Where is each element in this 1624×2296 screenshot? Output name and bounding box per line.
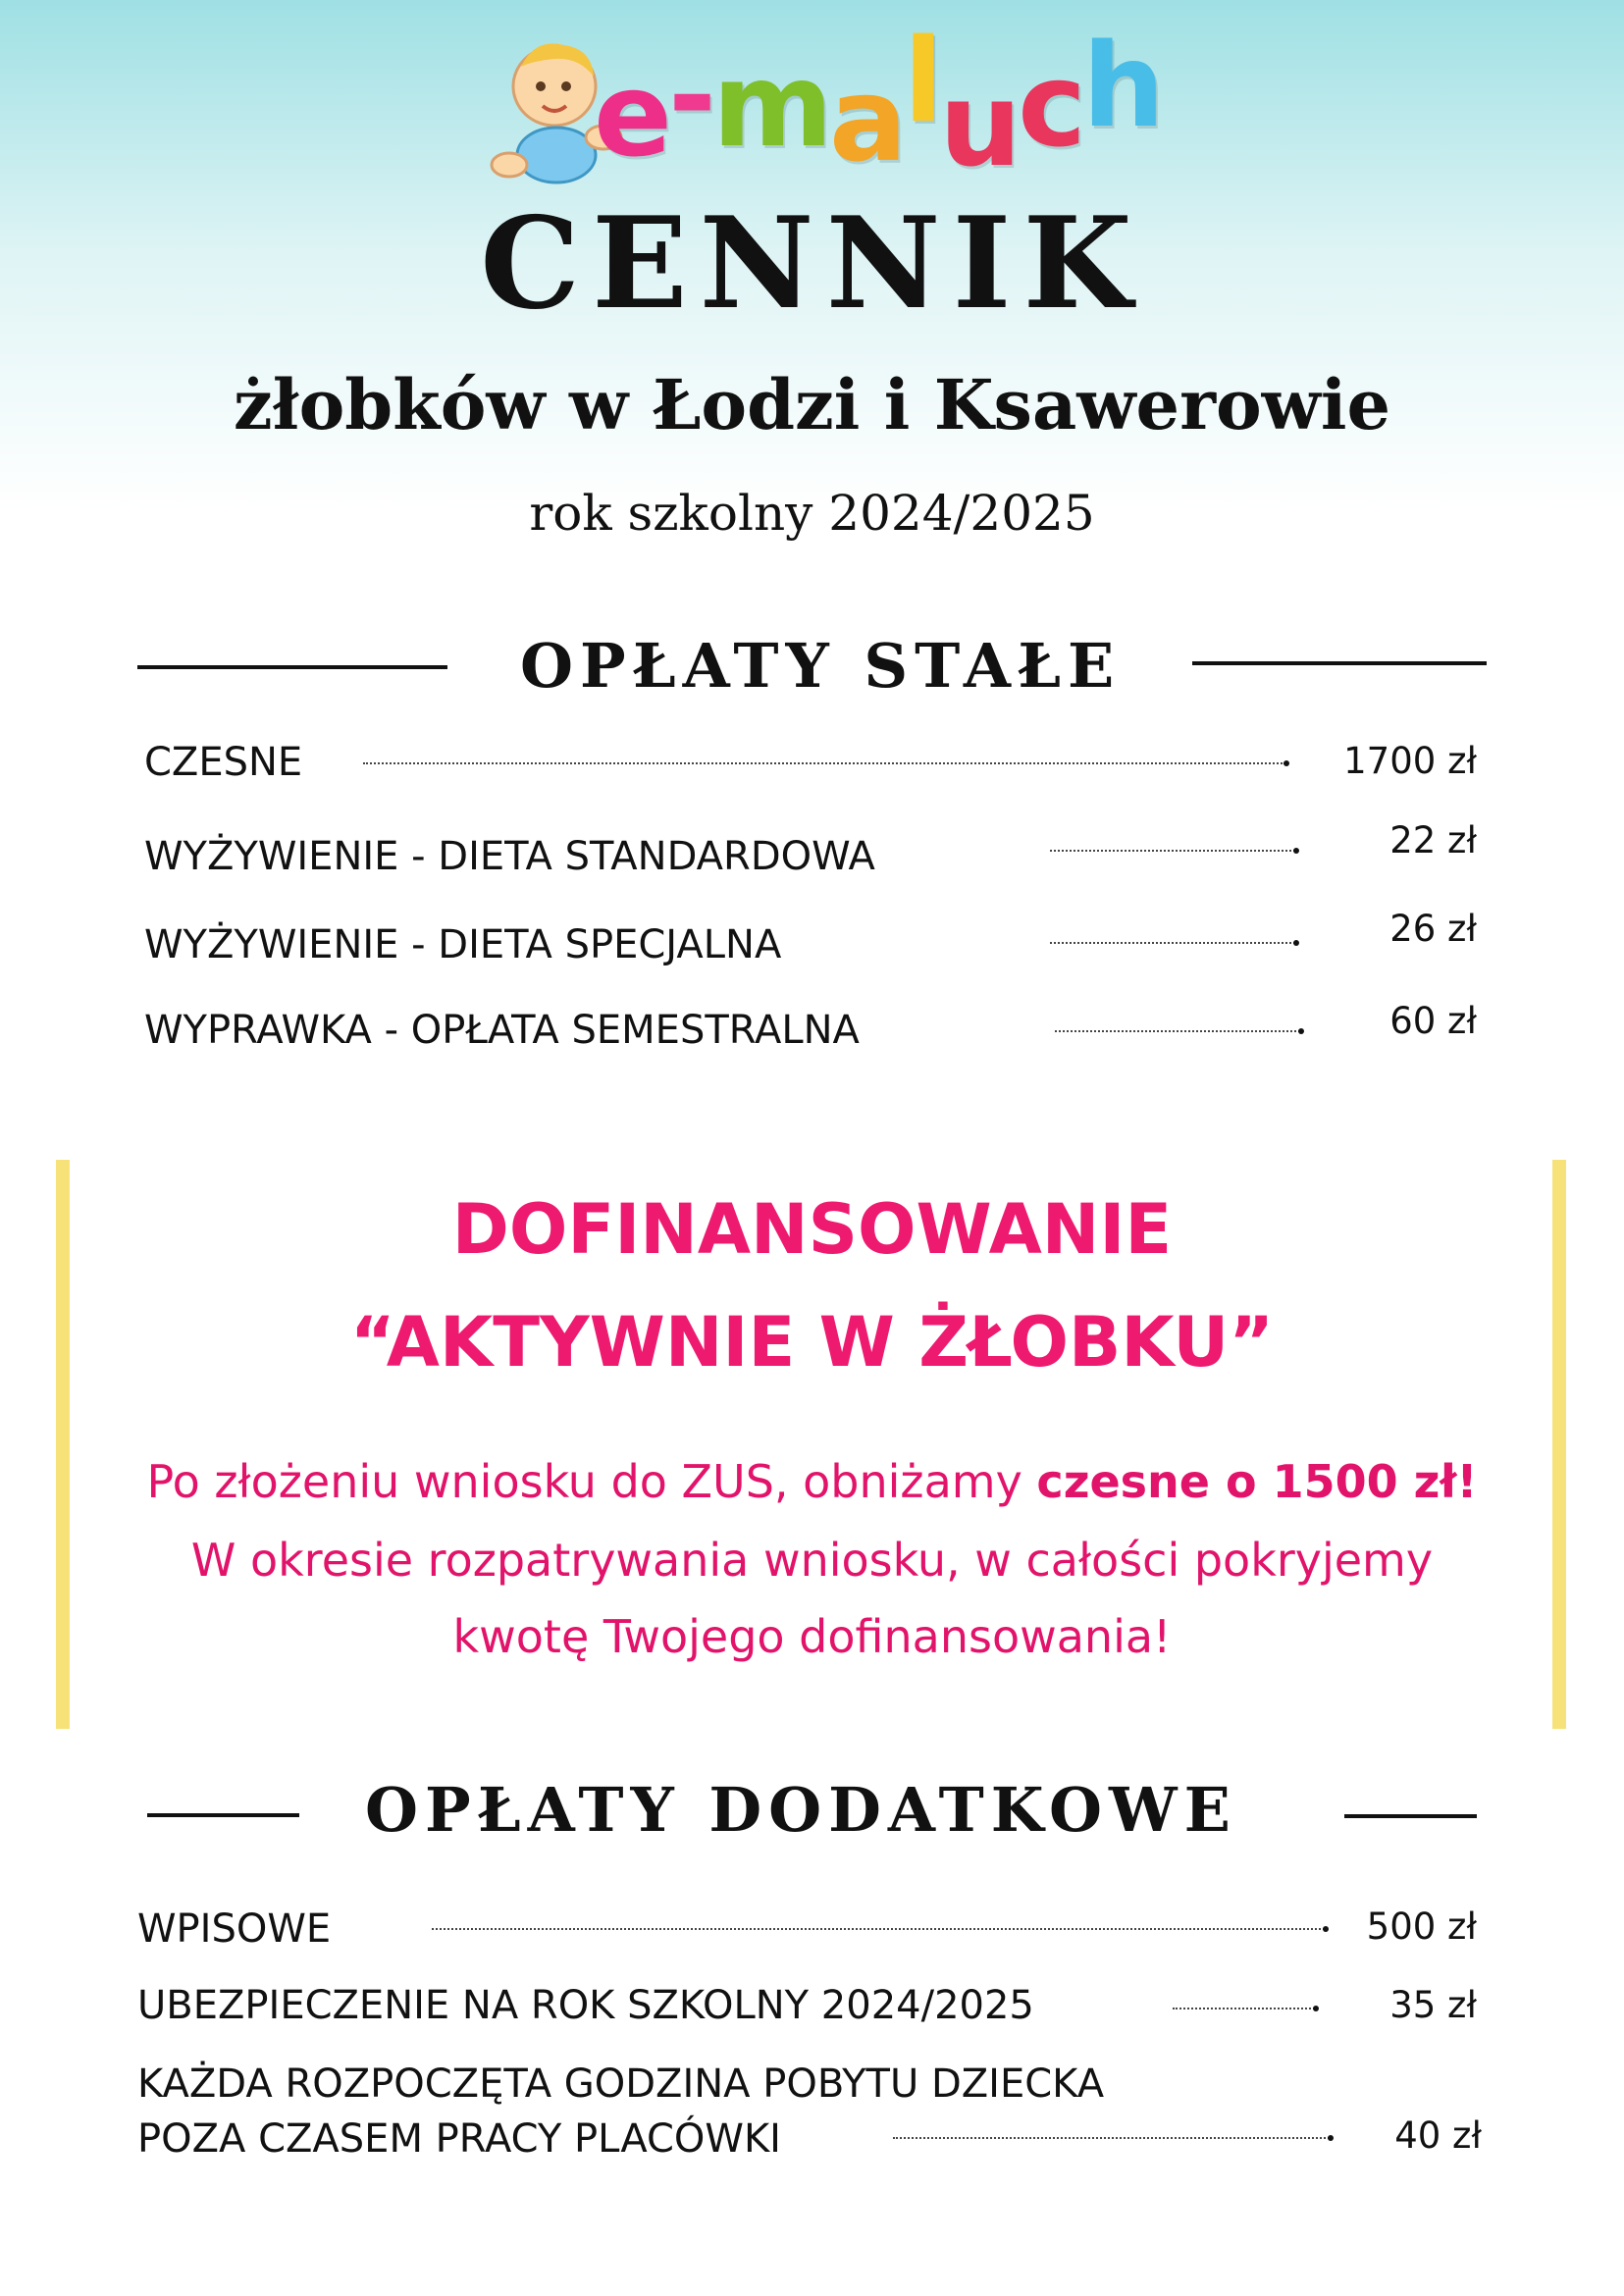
logo-letter: h xyxy=(1082,18,1162,153)
section-rule-left xyxy=(147,1813,299,1817)
fee-price-registration: 500 zł xyxy=(1366,1905,1477,1948)
logo-letter: u xyxy=(939,57,1019,192)
subsidy-heading-line2: “AKTYWNIE W ŻŁOBKU” xyxy=(349,1302,1275,1383)
page-subtitle: żłobków w Łodzi i Ksawerowie xyxy=(233,364,1391,445)
fee-label-insurance: UBEZPIECZENIE NA ROK SZKOLNY 2024/2025 xyxy=(137,1983,1034,2028)
school-year: rok szkolny 2024/2025 xyxy=(529,485,1095,542)
subsidy-text-line1 xyxy=(59,1455,1565,1508)
fee-price-diet-standard: 22 zł xyxy=(1389,819,1477,861)
fee-price-diet-special: 26 zł xyxy=(1389,908,1477,950)
fee-price-extra-hour: 40 zł xyxy=(1394,2114,1482,2157)
dot-leader xyxy=(1050,850,1295,852)
logo-letter: - xyxy=(668,27,713,163)
dot-leader xyxy=(1050,942,1295,944)
logo-wordmark xyxy=(594,13,1162,192)
fee-label-diet-standard: WYŻYWIENIE - DIETA STANDARDOWA xyxy=(144,834,875,879)
subsidy-text-highlight: czesne o 1500 zł! xyxy=(1036,1455,1478,1508)
page-title: CENNIK xyxy=(480,190,1144,338)
section-rule-left xyxy=(137,665,447,669)
fixed-fees-heading: OPŁATY STAŁE xyxy=(520,630,1122,702)
fee-label-registration: WPISOWE xyxy=(137,1906,332,1952)
section-rule-right xyxy=(1344,1814,1477,1818)
fee-label-diet-special: WYŻYWIENIE - DIETA SPECJALNA xyxy=(144,922,782,967)
fee-label-czesne: CZESNE xyxy=(144,740,303,785)
fee-price-insurance: 35 zł xyxy=(1389,1984,1477,2026)
subsidy-text-line3: kwotę Twojego dofinansowania! xyxy=(452,1610,1172,1663)
dot-leader xyxy=(432,1928,1325,1930)
subsidy-text-line2: W okresie rozpatrywania wniosku, w całości pokryjemy xyxy=(190,1534,1434,1587)
logo-letter: c xyxy=(1018,37,1083,173)
logo-letter: l xyxy=(903,13,940,148)
logo xyxy=(486,13,1162,194)
section-rule-right xyxy=(1192,661,1487,665)
dot-leader xyxy=(1055,1030,1300,1032)
fee-price-layette: 60 zł xyxy=(1389,1000,1477,1042)
logo-letter: a xyxy=(828,52,904,187)
dot-leader xyxy=(893,2137,1330,2139)
fee-label-extra-hour-line2: POZA CZASEM PRACY PLACÓWKI xyxy=(137,2116,781,2162)
dot-leader xyxy=(363,762,1285,764)
fee-label-extra-hour-line1: KAŻDA ROZPOCZĘTA GODZINA POBYTU DZIECKA xyxy=(137,2061,1105,2107)
logo-letter: m xyxy=(712,37,829,173)
extra-fees-heading: OPŁATY DODATKOWE xyxy=(365,1774,1237,1846)
fee-label-layette: WYPRAWKA - OPŁATA SEMESTRALNA xyxy=(144,1008,860,1053)
fee-price-czesne: 1700 zł xyxy=(1343,740,1477,782)
subsidy-heading-line1: DOFINANSOWANIE xyxy=(451,1189,1173,1270)
logo-letter: e xyxy=(594,47,669,183)
subsidy-text-prefix: Po złożeniu wniosku do ZUS, obniżamy xyxy=(146,1455,1037,1508)
